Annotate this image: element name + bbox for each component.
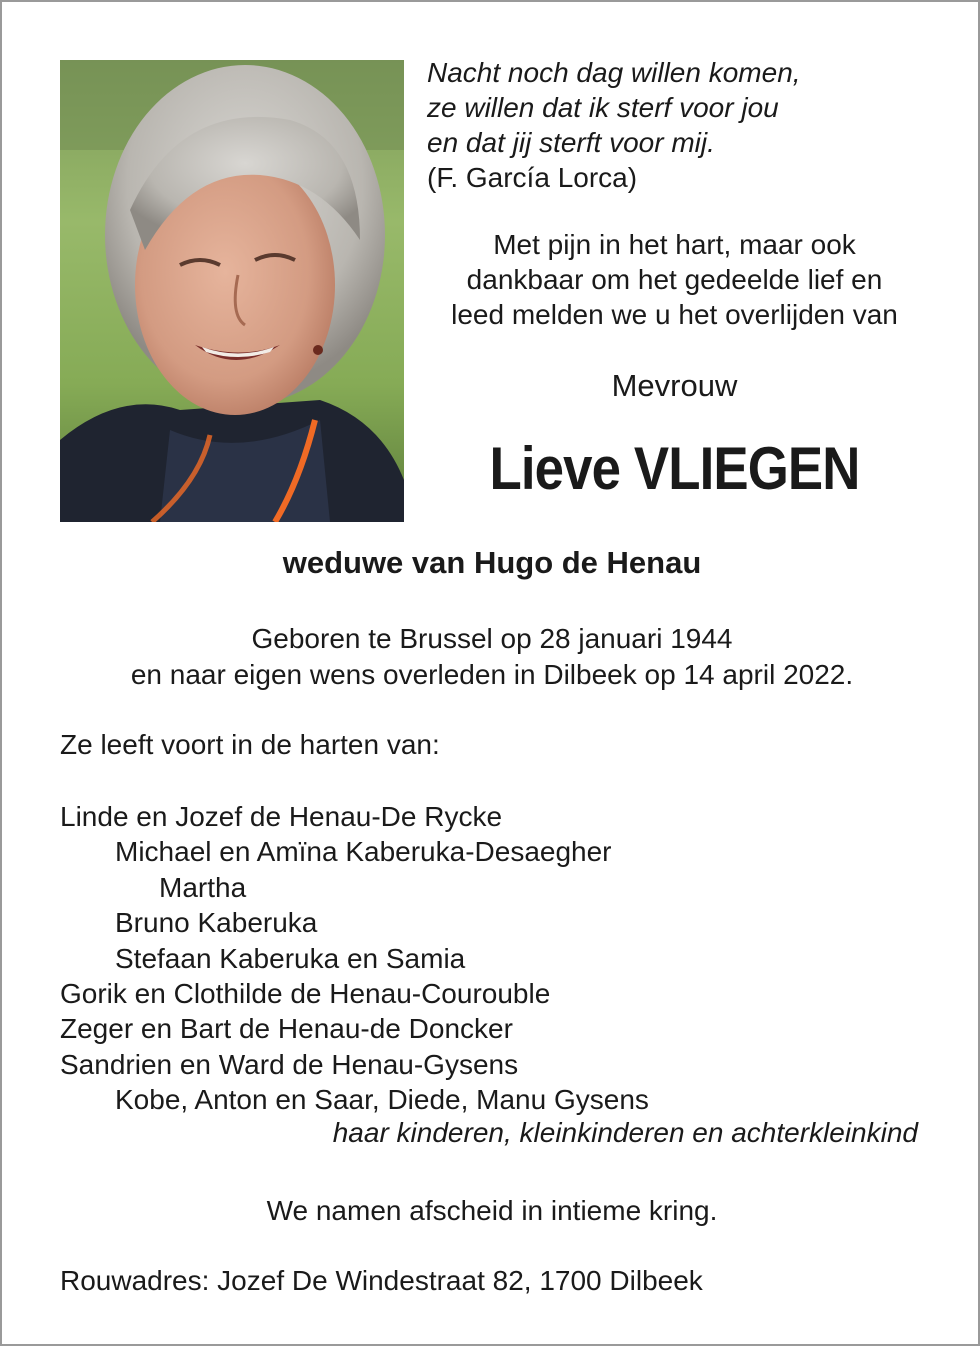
family-member: Sandrien en Ward de Henau-Gysens [60, 1048, 519, 1080]
poem-line: en dat jij sterft voor mij. [427, 127, 715, 158]
birth-death-dates [2, 621, 980, 693]
family-member: Martha [159, 871, 247, 903]
farewell-note: We namen afscheid in intieme kring. [266, 1195, 718, 1226]
poem-line: Nacht noch dag willen komen, [427, 57, 801, 88]
deceased-name: Lieve VLIEGEN [489, 435, 860, 502]
family-member: Linde en Jozef de Henau-De Rycke [60, 801, 503, 832]
family-list [60, 799, 649, 1118]
poem-line: ze willen dat ik sterf voor jou [427, 92, 779, 123]
family-member: Zeger en Bart de Henau-de Doncker [60, 1013, 513, 1045]
family-member: Gorik en Clothilde de Henau-Courouble [60, 978, 551, 1010]
poem [427, 55, 801, 195]
widow-of: weduwe van Hugo de Henau [282, 545, 702, 580]
portrait-photo [60, 60, 404, 522]
family-member: Stefaan Kaberuka en Samia [115, 942, 466, 974]
honorific-title: Mevrouw [611, 368, 738, 403]
intro-line: Met pijn in het hart, maar ook [493, 229, 856, 260]
announcement-intro [422, 227, 927, 332]
family-member: Michael en Amïna Kaberuka-Desaegher [115, 836, 612, 868]
intro-line: dankbaar om het gedeelde lief en [466, 264, 883, 295]
birth-line: Geboren te Brussel op 28 januari 1944 [251, 623, 733, 654]
poem-author: (F. García Lorca) [427, 162, 638, 193]
portrait-illustration [60, 60, 404, 522]
family-member: Kobe, Anton en Saar, Diede, Manu Gysens [115, 1084, 649, 1116]
family-member: Bruno Kaberuka [115, 907, 318, 939]
lives-on-heading: Ze leeft voort in de harten van: [60, 729, 440, 760]
mourning-address: Rouwadres: Jozef De Windestraat 82, 1700 Dilbeek [60, 1265, 703, 1296]
death-line: en naar eigen wens overleden in Dilbeek op 14 april 2022. [130, 659, 854, 690]
intro-line: leed melden we u het overlijden van [451, 299, 898, 330]
family-caption: haar kinderen, kleinkinderen en achterkleinkind [332, 1117, 918, 1148]
